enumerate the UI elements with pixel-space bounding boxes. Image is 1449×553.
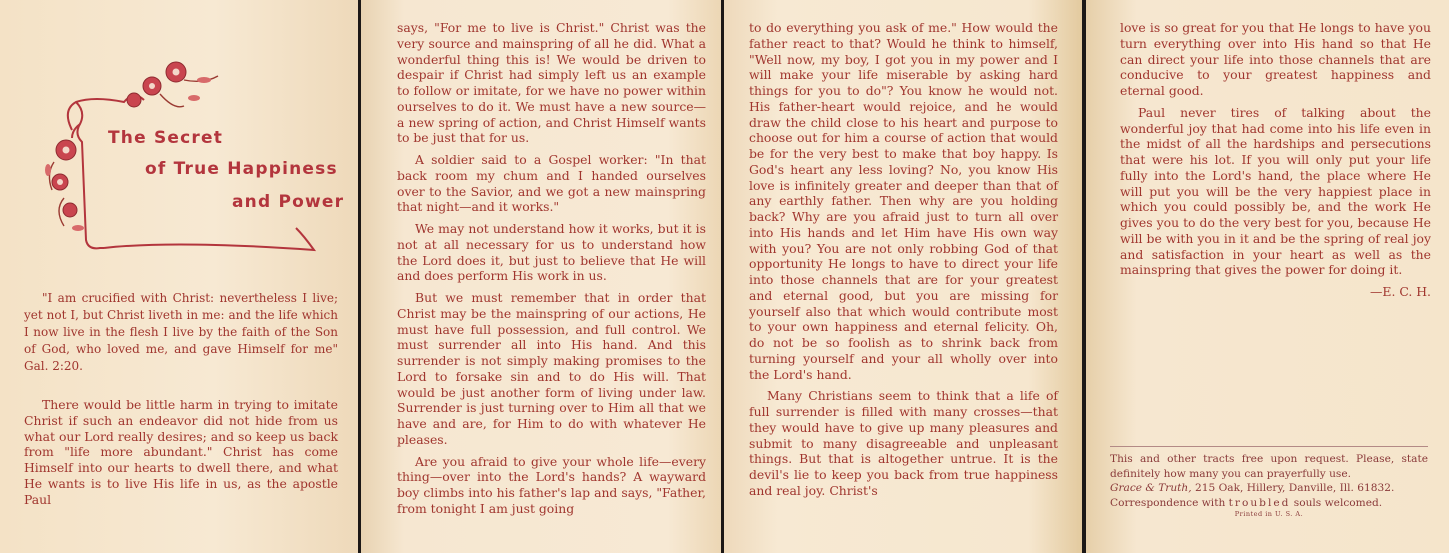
footer-address — [1110, 481, 1428, 496]
panel-2 — [361, 0, 722, 553]
title-line-3: and Power — [232, 192, 345, 212]
title-line-1: The Secret — [108, 128, 224, 148]
scripture-quote — [24, 290, 338, 375]
paragraph: There would be little harm in trying to imitate Christ if such an endeavor did not hide from us what our Lord really desires; and so keep us back from "life more abundant." Christ has come Himself into our hearts to dwell there, and what He wants is to live His life in us, as the apostle Paul — [24, 397, 338, 507]
publisher-footer — [1110, 446, 1428, 518]
publisher-name: Grace & Truth, — [1110, 482, 1192, 494]
verse-text: "I am crucified with Christ: nevertheless I live; yet not I, but Christ liveth in me: and the life which I now live in the flesh I live by the faith of the Son of God, who loved me, and gave Himself for me" Gal. 2:20. — [24, 291, 338, 373]
footer-correspondence: Correspondence with troubled souls welcomed. — [1110, 496, 1383, 509]
paragraph: to do everything you ask of me." How would the father react to that? Would he think to himself, "Well now, my boy, I got you in my power and I will make your life miserable by asking hard things for you to do"? You know he would not. His father-heart would rejoice, and he would draw the child close to his heart and purpose to choose out for him a course of action that would be for the very best to make that boy happy. Is God's heart any less loving? No, you know His love is infinitely greater and deeper than that of any earthly father. Then why are you holding back? Why are you afraid just to turn all over into His hands and let Him have His own way with you? You are not only robbing God of that opportunity He longs to have to direct your life into those channels that are for your greatest and eternal good, but you are missing for yourself also that which would contribute most to your own happiness and eternal felicity. Oh, do not be so foolish as to shrink back from turning yourself and your all wholly over into the Lord's hand. — [749, 20, 1058, 382]
paragraph: Many Christians seem to think that a life of full surrender is filled with many crosses—that they would have to give up many pleasures and submit to many disagreeable and unpleasant things. But that is altogether untrue. It is the devil's lie to keep you back from true happiness and real joy. Christ's — [749, 388, 1058, 498]
publisher-address: 215 Oak, Hillery, Danville, Ill. 61832. — [1195, 482, 1395, 494]
paragraph: Paul never tires of talking about the wonderful joy that had come into his life even in the midst of all the hardships and persecutions that were his lot. If you will only put your life fully into the Lord's hand, the place where He will put you will be the very happiest place in which you could possibly be, and the work He gives you to do the very best for you, because He will be with you in it and be the spring of real joy and satisfaction in your heart as well as the mainspring that gives the power for doing it. — [1120, 104, 1431, 278]
scroll-flowers-illustration — [34, 50, 334, 260]
panel-cover — [0, 0, 358, 553]
title-line-2: of True Happiness — [145, 159, 338, 179]
paragraph: A soldier said to a Gospel worker: "In that back room my chum and I handed ourselves over to the Savior, and we got a new mainspring that night—and it works." — [397, 152, 706, 215]
paragraph: love is so great for you that He longs to have you turn everything over into His hand so that He can direct your life into those channels that are conducive to your greatest happiness and eternal good. — [1120, 20, 1431, 98]
footer-offer: This and other tracts free upon request. Please, state definitely how many you can prayerfully use. — [1110, 453, 1428, 480]
paragraph: Are you afraid to give your whole life—every thing—over into the Lord's hands? A wayward boy climbs into his father's lap and says, "Father, from tonight I am just going — [397, 453, 706, 516]
paragraph: But we must remember that in order that Christ may be the mainspring of our actions, He must have full possession, and full control. We must surrender all into His hand. And this surrender is not simply making promises to the Lord to forsake sin and to do His will. That would be just another form of living under law. Surrender is just turning over to Him all that we have and are, for Him to do with whatever He pleases. — [397, 290, 706, 447]
signature: —E. C. H. — [1370, 284, 1431, 299]
paragraph: We may not understand how it works, but it is not at all necessary for us to understand how the Lord does it, but just to believe that He will and does perform His work in us. — [397, 221, 706, 284]
printed-in-usa: Printed in U. S. A. — [1234, 510, 1304, 518]
paragraph: says, "For me to live is Christ." Christ was the very source and mainspring of all he did. What a wonderful thing this is! We would be driven to despair if Christ had simply left us an example to follow or imitate, for we have no power within ourselves to do it. We must have a new source—a new spring of action, and Christ Himself wants to be just that for us. — [397, 20, 706, 146]
panel-3 — [724, 0, 1082, 553]
signature-row — [1120, 284, 1431, 300]
